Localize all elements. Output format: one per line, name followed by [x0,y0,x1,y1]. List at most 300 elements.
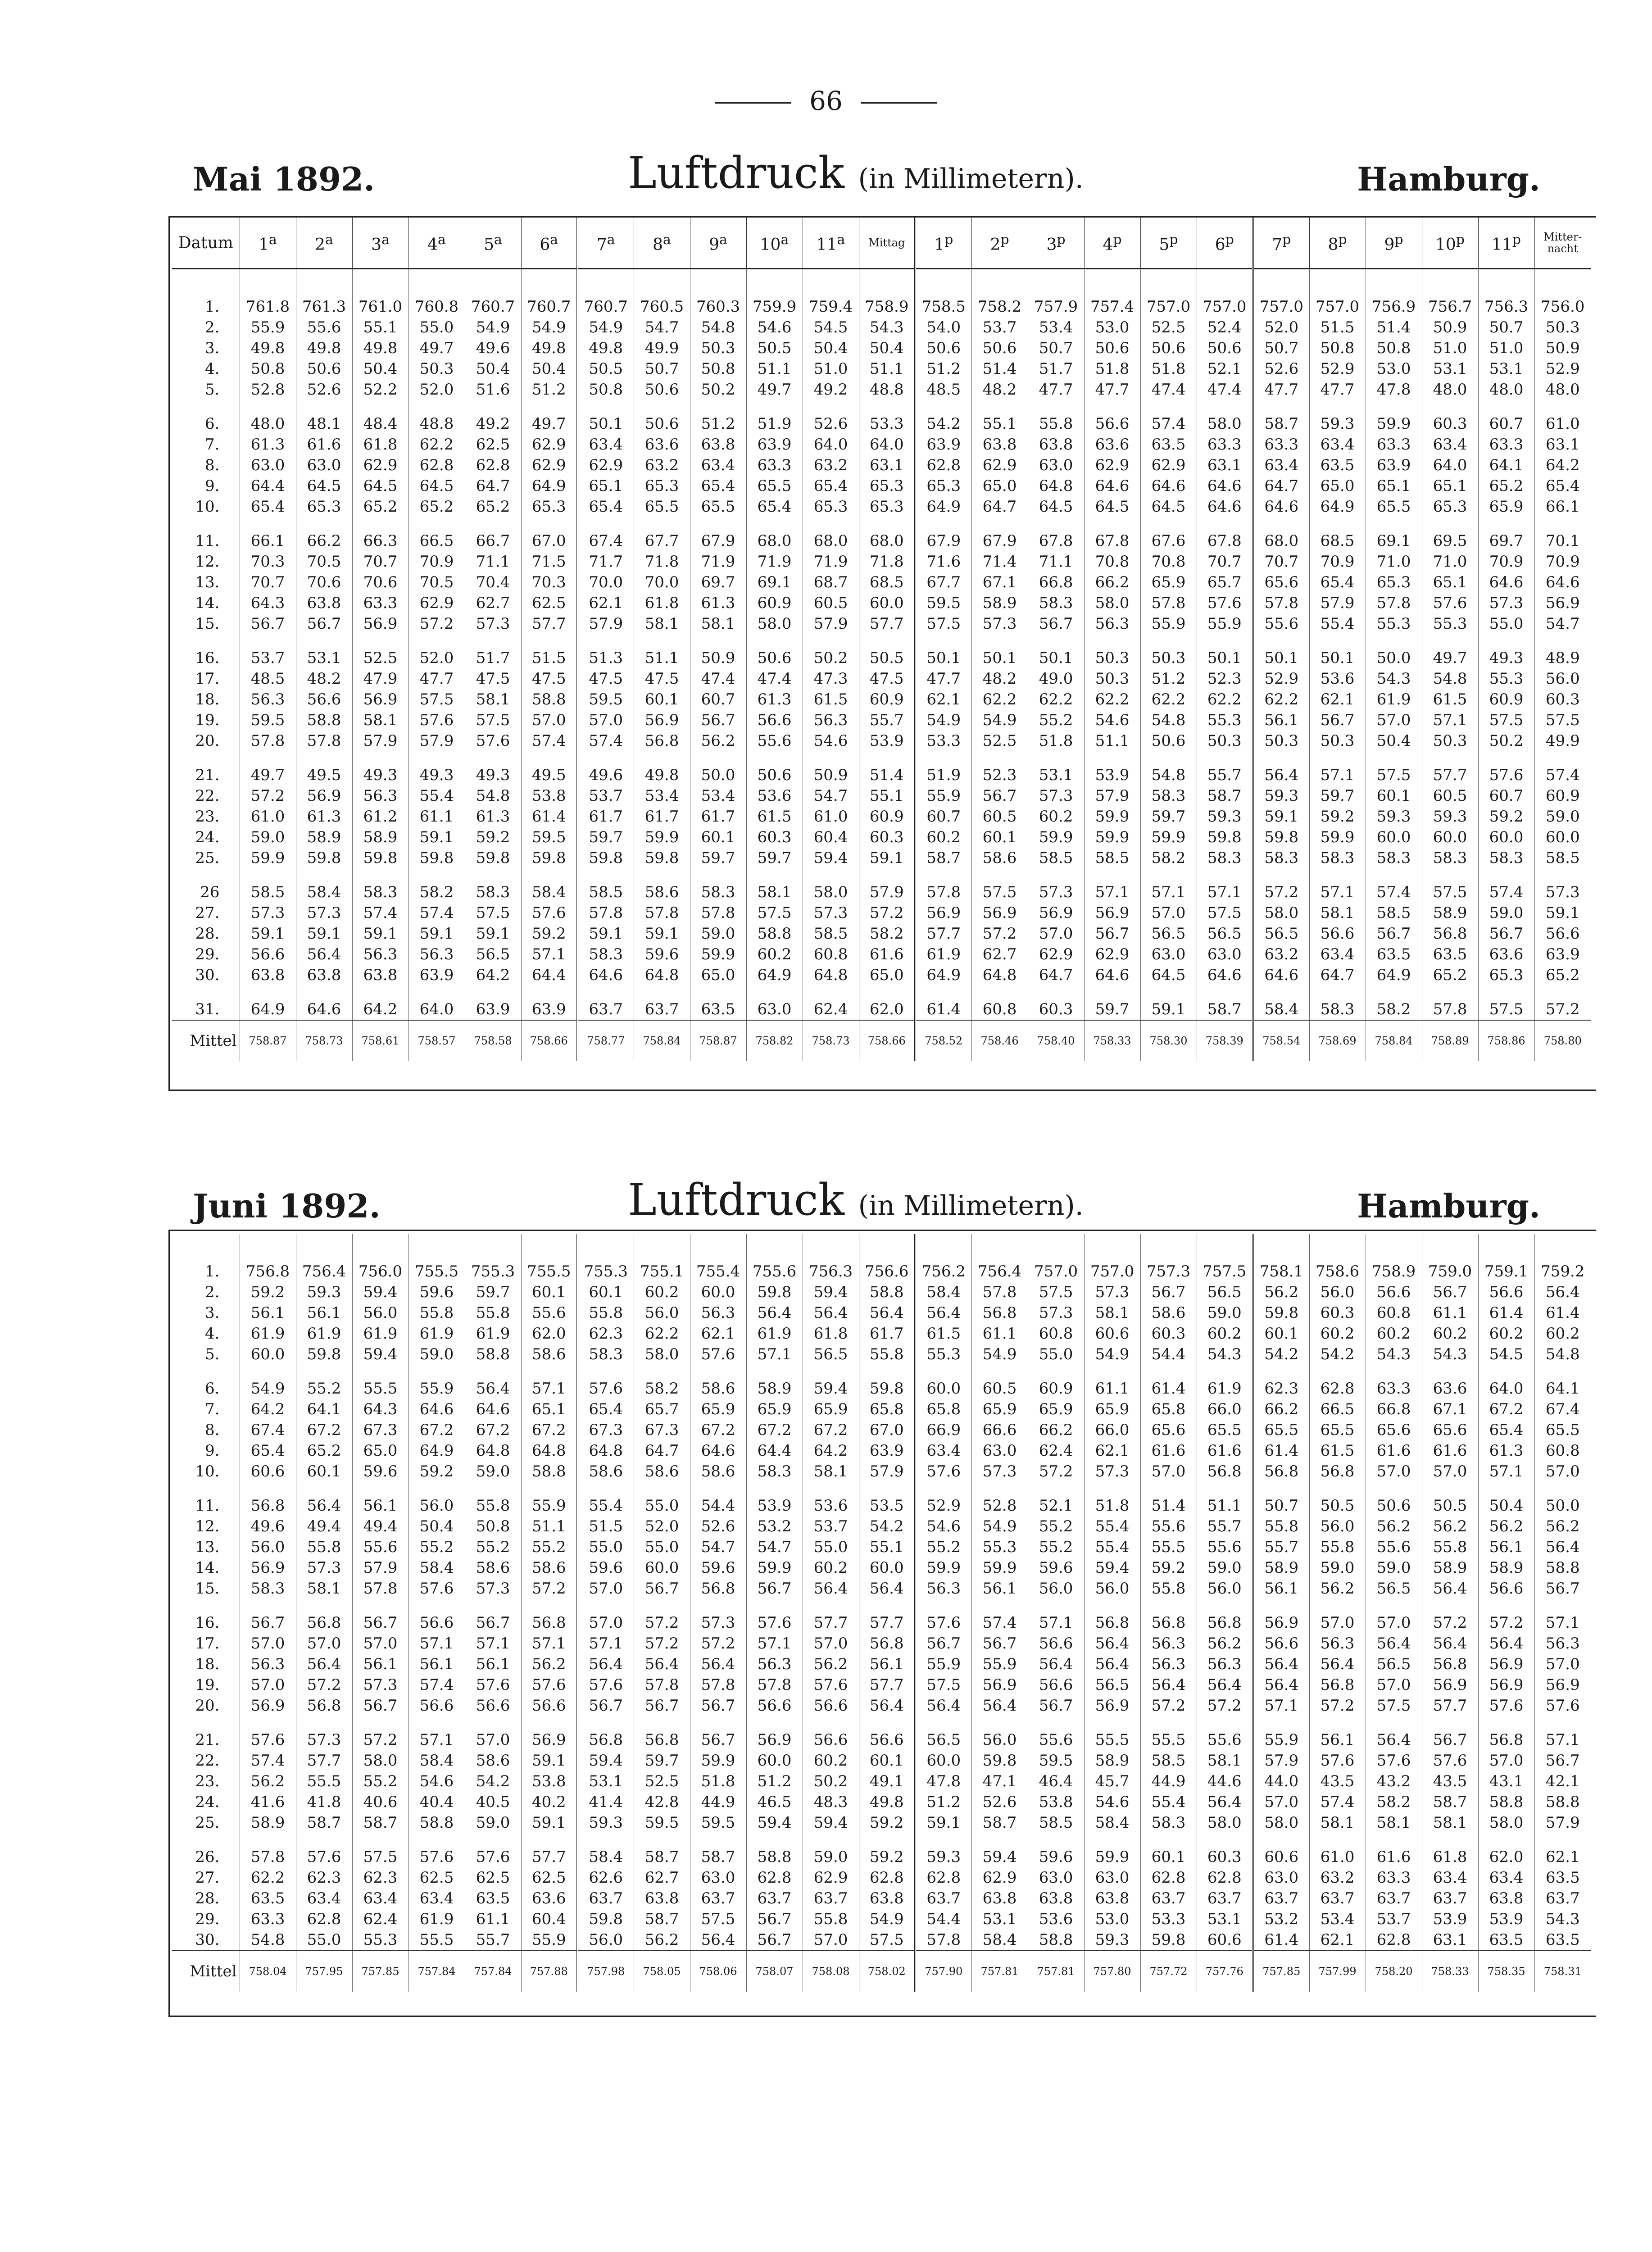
value-cell: 61.3 [746,689,803,710]
value-cell: 59.7 [746,848,803,868]
value-cell: 56.5 [1140,923,1197,944]
value-cell: 56.1 [240,1303,296,1323]
value-cell: 49.9 [1534,731,1591,751]
value-cell: 55.4 [577,1482,634,1516]
value-cell: 62.8 [408,455,465,476]
value-cell: 57.0 [240,1633,296,1654]
mittel-value: 758.31 [1534,1951,1591,1992]
value-cell: 756.0 [1534,269,1591,318]
value-cell: 61.7 [634,806,690,827]
value-cell: 54.9 [971,1344,1028,1365]
value-cell: 56.7 [746,1909,803,1930]
value-cell: 50.5 [1422,1482,1478,1516]
value-cell: 61.1 [408,806,465,827]
value-cell: 55.8 [1140,1578,1197,1599]
value-cell: 57.0 [1366,710,1422,731]
mittel-row [172,1020,1591,1061]
value-cell: 62.8 [465,455,521,476]
value-cell: 56.9 [1084,903,1140,923]
value-cell: 64.9 [746,965,803,985]
value-cell: 58.1 [465,689,521,710]
value-cell: 59.7 [1084,985,1140,1020]
value-cell: 51.2 [1140,668,1197,689]
value-cell: 63.4 [1253,455,1309,476]
value-cell: 63.8 [1028,434,1084,455]
value-cell: 59.9 [1366,400,1422,434]
value-cell: 51.8 [1028,731,1084,751]
day-cell: 21. [195,1731,220,1749]
mittel-value: 757.85 [352,1951,408,1992]
value-cell: 62.5 [521,593,577,613]
value-cell: 71.9 [690,551,746,572]
value-cell: 54.5 [803,317,859,338]
value-cell: 53.7 [1366,1909,1422,1930]
value-cell: 55.0 [634,1537,690,1557]
value-cell: 49.0 [1028,668,1084,689]
value-cell: 71.8 [634,551,690,572]
hour-header: 4$^p$ [1084,217,1140,269]
value-cell: 60.2 [1028,806,1084,827]
value-cell: 60.5 [971,806,1028,827]
value-cell: 56.3 [1534,1633,1591,1654]
value-cell: 49.3 [408,751,465,785]
value-cell: 58.8 [296,710,352,731]
value-cell: 59.2 [465,827,521,848]
value-cell: 51.0 [803,359,859,379]
pressure-table-juni [172,1234,1591,1992]
value-cell: 759.9 [746,269,803,318]
value-cell: 56.9 [240,1557,296,1578]
value-cell: 61.3 [1478,1440,1534,1461]
value-cell: 48.0 [1422,379,1478,400]
value-cell: 57.6 [296,1833,352,1867]
value-cell: 50.5 [746,338,803,359]
value-cell: 755.5 [521,1234,577,1282]
value-cell: 64.0 [1478,1365,1534,1399]
value-cell: 52.6 [971,1792,1028,1812]
table-row [172,317,1591,338]
value-cell: 50.8 [1366,338,1422,359]
value-cell: 56.9 [1084,1695,1140,1716]
value-cell: 47.4 [1140,379,1197,400]
value-cell: 56.4 [296,944,352,965]
value-cell: 55.6 [1028,1716,1084,1750]
value-cell: 65.2 [1478,476,1534,496]
value-cell: 756.3 [1478,269,1534,318]
value-cell: 56.8 [1197,1461,1253,1482]
table-row [172,1537,1591,1557]
value-cell: 57.2 [1478,1599,1534,1633]
value-cell: 62.9 [352,455,408,476]
value-cell: 57.6 [690,1344,746,1365]
value-cell: 56.0 [408,1482,465,1516]
value-cell: 63.7 [1253,1888,1309,1909]
value-cell: 54.6 [746,317,803,338]
value-cell: 56.6 [465,1695,521,1716]
value-cell: 58.9 [240,1812,296,1833]
value-cell: 56.0 [577,1930,634,1951]
value-cell: 57.7 [521,1833,577,1867]
value-cell: 63.6 [1084,434,1140,455]
value-cell: 57.2 [1422,1599,1478,1633]
value-cell: 57.6 [240,1716,296,1750]
day-cell: 16. [195,649,220,667]
value-cell: 57.1 [1197,868,1253,903]
value-cell: 50.4 [465,359,521,379]
value-cell: 50.1 [1253,634,1309,668]
value-cell: 62.5 [408,1867,465,1888]
table-row [172,1771,1591,1792]
value-cell: 56.8 [1197,1599,1253,1633]
value-cell: 58.6 [634,868,690,903]
mittel-value: 757.99 [1309,1951,1366,1992]
value-cell: 61.4 [1140,1365,1197,1399]
value-cell: 63.3 [1366,434,1422,455]
value-cell: 59.9 [240,848,296,868]
value-cell: 56.5 [465,944,521,965]
value-cell: 56.3 [408,944,465,965]
value-cell: 57.7 [1422,1695,1478,1716]
mittel-value: 758.61 [352,1020,408,1061]
value-cell: 48.3 [803,1792,859,1812]
value-cell: 56.4 [296,1654,352,1675]
value-cell: 65.4 [1534,476,1591,496]
value-cell: 67.3 [634,1420,690,1440]
table-row [172,1344,1591,1365]
table-row [172,903,1591,923]
day-cell: 31. [195,1000,220,1018]
value-cell: 60.9 [1478,689,1534,710]
value-cell: 64.6 [1084,476,1140,496]
value-cell: 63.8 [296,593,352,613]
value-cell: 50.6 [634,400,690,434]
value-cell: 50.1 [971,634,1028,668]
mittel-value: 757.76 [1197,1951,1253,1992]
value-cell: 62.5 [465,434,521,455]
value-cell: 53.1 [1478,359,1534,379]
value-cell: 63.7 [577,985,634,1020]
value-cell: 54.2 [1309,1344,1366,1365]
value-cell: 53.8 [521,1771,577,1792]
value-cell: 67.4 [577,517,634,551]
hour-header: 8$^a$ [634,217,690,269]
day-cell: 17. [195,1635,220,1653]
value-cell: 55.1 [859,1537,915,1557]
value-cell: 58.0 [1197,400,1253,434]
value-cell: 65.5 [1534,1420,1591,1440]
value-cell: 50.3 [1084,634,1140,668]
value-cell: 57.1 [1253,1695,1309,1716]
value-cell: 58.9 [746,1365,803,1399]
value-cell: 51.0 [1478,338,1534,359]
value-cell: 55.8 [859,1344,915,1365]
value-cell: 60.2 [803,1557,859,1578]
value-cell: 59.9 [1084,806,1140,827]
value-cell: 49.7 [521,400,577,434]
value-cell: 56.4 [1422,1578,1478,1599]
value-cell: 57.6 [577,1365,634,1399]
value-cell: 55.4 [1084,1537,1140,1557]
table-row [172,806,1591,827]
value-cell: 48.1 [296,400,352,434]
value-cell: 55.3 [1197,710,1253,731]
value-cell: 60.3 [1534,689,1591,710]
value-cell: 64.9 [915,965,971,985]
value-cell: 58.5 [1084,848,1140,868]
value-cell: 53.1 [577,1771,634,1792]
value-cell: 52.0 [408,379,465,400]
value-cell: 760.8 [408,269,465,318]
value-cell: 55.0 [1478,613,1534,634]
value-cell: 57.8 [915,868,971,903]
value-cell: 45.7 [1084,1771,1140,1792]
value-cell: 62.1 [1534,1833,1591,1867]
value-cell: 59.4 [803,1812,859,1833]
datum-header: Datum [172,217,240,269]
value-cell: 63.0 [971,1440,1028,1461]
value-cell: 58.9 [971,593,1028,613]
value-cell: 56.2 [1534,1516,1591,1537]
value-cell: 58.6 [1140,1303,1197,1323]
value-cell: 56.9 [1478,1654,1534,1675]
value-cell: 58.6 [465,1557,521,1578]
day-cell: 14. [195,1559,220,1577]
value-cell: 756.4 [296,1234,352,1282]
value-cell: 52.8 [240,379,296,400]
value-cell: 54.6 [915,1516,971,1537]
value-cell: 60.2 [915,827,971,848]
value-cell: 56.9 [296,785,352,806]
value-cell: 56.4 [859,1578,915,1599]
value-cell: 60.1 [1366,785,1422,806]
value-cell: 56.7 [1478,923,1534,944]
value-cell: 57.9 [859,1461,915,1482]
value-cell: 46.4 [1028,1771,1084,1792]
value-cell: 63.7 [634,985,690,1020]
value-cell: 50.6 [634,379,690,400]
table-row [172,1516,1591,1537]
value-cell: 63.8 [859,1888,915,1909]
value-cell: 67.4 [1534,1399,1591,1420]
value-cell: 56.7 [690,1716,746,1750]
value-cell: 57.3 [296,903,352,923]
value-cell: 47.5 [859,668,915,689]
table-row [172,1399,1591,1420]
mittel-value: 758.33 [1084,1020,1140,1061]
value-cell: 56.1 [352,1482,408,1516]
value-cell: 61.4 [1534,1303,1591,1323]
value-cell: 56.2 [803,1654,859,1675]
value-cell: 58.7 [296,1812,352,1833]
value-cell: 57.0 [1478,1750,1534,1771]
value-cell: 60.1 [690,827,746,848]
value-cell: 58.0 [1084,593,1140,613]
value-cell: 56.4 [971,1695,1028,1716]
value-cell: 53.6 [746,785,803,806]
value-cell: 50.6 [1140,338,1197,359]
value-cell: 61.9 [746,1323,803,1344]
value-cell: 42.1 [1534,1771,1591,1792]
value-cell: 57.3 [971,613,1028,634]
value-cell: 58.0 [1197,1812,1253,1833]
value-cell: 60.2 [1366,1323,1422,1344]
value-cell: 58.3 [1422,848,1478,868]
value-cell: 61.9 [296,1323,352,1344]
table-row [172,1303,1591,1323]
value-cell: 60.0 [1534,827,1591,848]
value-cell: 58.1 [1422,1812,1478,1833]
table-row [172,1792,1591,1812]
value-cell: 64.0 [859,434,915,455]
value-cell: 49.7 [240,751,296,785]
value-cell: 48.0 [240,400,296,434]
value-cell: 55.6 [521,1303,577,1323]
value-cell: 61.6 [1366,1833,1422,1867]
value-cell: 63.4 [1478,1867,1534,1888]
value-cell: 62.1 [1084,1440,1140,1461]
value-cell: 50.2 [690,379,746,400]
value-cell: 57.1 [521,944,577,965]
value-cell: 51.8 [1140,359,1197,379]
value-cell: 52.5 [971,731,1028,751]
value-cell: 64.6 [296,985,352,1020]
value-cell: 56.8 [1309,1675,1366,1695]
value-cell: 57.9 [1534,1812,1591,1833]
value-cell: 69.1 [1366,517,1422,551]
value-cell: 58.3 [465,868,521,903]
value-cell: 760.7 [521,269,577,318]
value-cell: 58.5 [1028,848,1084,868]
value-cell: 40.2 [521,1792,577,1812]
value-cell: 56.0 [1084,1578,1140,1599]
table-row [172,1420,1591,1440]
value-cell: 62.8 [859,1867,915,1888]
value-cell: 64.0 [408,985,465,1020]
hour-header: 3$^p$ [1028,217,1084,269]
value-cell: 57.1 [1309,868,1366,903]
value-cell: 60.0 [634,1557,690,1578]
value-cell: 58.7 [1197,985,1253,1020]
value-cell: 61.4 [1253,1440,1309,1461]
value-cell: 57.8 [690,1675,746,1695]
value-cell: 56.6 [1309,923,1366,944]
hour-header: 1$^p$ [915,217,971,269]
value-cell: 56.9 [1478,1675,1534,1695]
day-cell: 19. [195,1676,220,1694]
value-cell: 64.1 [296,1399,352,1420]
value-cell: 53.4 [634,785,690,806]
value-cell: 62.3 [352,1867,408,1888]
value-cell: 49.7 [746,379,803,400]
value-cell: 62.9 [1084,455,1140,476]
value-cell: 50.3 [690,338,746,359]
value-cell: 54.6 [1084,710,1140,731]
value-cell: 59.9 [1309,827,1366,848]
value-cell: 64.7 [465,476,521,496]
value-cell: 70.9 [1534,551,1591,572]
value-cell: 59.5 [915,593,971,613]
value-cell: 60.0 [240,1344,296,1365]
value-cell: 60.1 [577,1282,634,1303]
value-cell: 755.3 [465,1234,521,1282]
value-cell: 70.5 [296,551,352,572]
value-cell: 56.6 [408,1695,465,1716]
value-cell: 70.6 [352,572,408,593]
day-cell: 28. [195,1889,220,1907]
value-cell: 58.4 [915,1282,971,1303]
value-cell: 58.1 [1197,1750,1253,1771]
value-cell: 58.9 [352,827,408,848]
value-cell: 50.8 [1309,338,1366,359]
value-cell: 55.8 [408,1303,465,1323]
value-cell: 56.1 [465,1654,521,1675]
value-cell: 63.3 [1197,434,1253,455]
value-cell: 50.8 [577,379,634,400]
hour-header: 11$^a$ [803,217,859,269]
value-cell: 51.2 [746,1771,803,1792]
value-cell: 66.5 [1309,1399,1366,1420]
value-cell: 63.7 [690,1888,746,1909]
value-cell: 54.9 [521,317,577,338]
value-cell: 62.8 [915,455,971,476]
value-cell: 59.7 [1140,806,1197,827]
value-cell: 61.6 [1197,1440,1253,1461]
value-cell: 66.3 [352,517,408,551]
value-cell: 53.5 [859,1482,915,1516]
value-cell: 58.2 [1366,1792,1422,1812]
table-row [172,1695,1591,1716]
value-cell: 50.4 [803,338,859,359]
value-cell: 63.3 [1478,434,1534,455]
value-cell: 59.5 [577,689,634,710]
value-cell: 50.2 [1478,731,1534,751]
table-row [172,1461,1591,1482]
value-cell: 55.2 [1028,1516,1084,1537]
value-cell: 57.4 [577,731,634,751]
value-cell: 62.8 [1309,1365,1366,1399]
value-cell: 60.1 [296,1461,352,1482]
value-cell: 65.7 [1197,572,1253,593]
value-cell: 71.5 [521,551,577,572]
value-cell: 70.4 [465,572,521,593]
value-cell: 55.7 [859,710,915,731]
value-cell: 758.2 [971,269,1028,318]
value-cell: 55.5 [1140,1537,1197,1557]
value-cell: 54.2 [859,1516,915,1537]
value-cell: 59.4 [352,1344,408,1365]
value-cell: 63.6 [1422,1365,1478,1399]
day-cell: 4. [205,1325,220,1343]
value-cell: 57.1 [577,1633,634,1654]
hour-header: 6$^p$ [1197,217,1253,269]
day-cell: 25. [195,1814,220,1832]
mittel-value: 758.08 [803,1951,859,1992]
value-cell: 56.6 [1084,400,1140,434]
value-cell: 67.8 [1197,517,1253,551]
value-cell: 59.6 [577,1557,634,1578]
value-cell: 57.2 [1309,1695,1366,1716]
value-cell: 70.7 [352,551,408,572]
value-cell: 52.1 [1028,1482,1084,1516]
value-cell: 56.7 [465,1599,521,1633]
value-cell: 58.9 [1422,1557,1478,1578]
value-cell: 65.3 [1478,965,1534,985]
value-cell: 756.8 [240,1234,296,1282]
value-cell: 59.9 [1084,827,1140,848]
value-cell: 53.0 [1084,1909,1140,1930]
value-cell: 60.3 [1140,1323,1197,1344]
value-cell: 57.2 [859,903,915,923]
